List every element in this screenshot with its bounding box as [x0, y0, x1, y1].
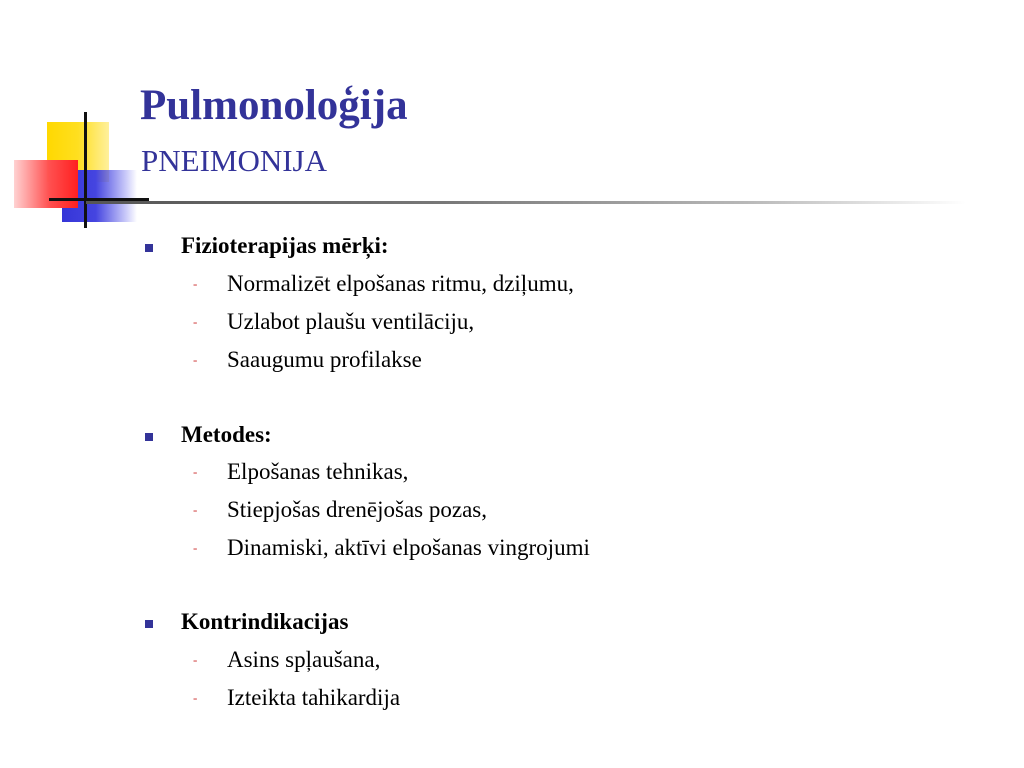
list-item-text: Stiepjošas drenējošas pozas, — [227, 497, 487, 522]
section-heading-text: Metodes: — [181, 422, 272, 447]
list-item-text: Saaugumu profilakse — [227, 347, 422, 372]
list-item-text: Dinamiski, aktīvi elpošanas vingrojumi — [227, 535, 590, 560]
slide-title: Pulmonoloģija — [140, 82, 408, 129]
list-item-text: Normalizēt elpošanas ritmu, dziļumu, — [227, 271, 574, 296]
section-heading-text: Kontrindikacijas — [181, 609, 349, 634]
dash-bullet-icon: - — [193, 464, 198, 479]
dash-bullet-icon: - — [193, 690, 198, 705]
list-item-text: Elpošanas tehnikas, — [227, 459, 409, 484]
dash-bullet-icon: - — [193, 652, 198, 667]
list-item-text: Izteikta tahikardija — [227, 685, 401, 710]
list-item-text: Uzlabot plaušu ventilāciju, — [227, 309, 475, 334]
square-bullet-icon — [145, 244, 153, 252]
section-heading-text: Fizioterapijas mērķi: — [181, 233, 389, 258]
square-bullet-icon — [145, 433, 153, 441]
dash-bullet-icon: - — [193, 540, 198, 555]
dash-bullet-icon: - — [193, 502, 198, 517]
square-bullet-icon — [145, 620, 153, 628]
dash-bullet-icon: - — [193, 352, 198, 367]
slide-subtitle: PNEIMONIJA — [141, 143, 327, 178]
list-item-text: Asins spļaušana, — [227, 647, 381, 672]
dash-bullet-icon: - — [193, 314, 198, 329]
dash-bullet-icon: - — [193, 276, 198, 291]
